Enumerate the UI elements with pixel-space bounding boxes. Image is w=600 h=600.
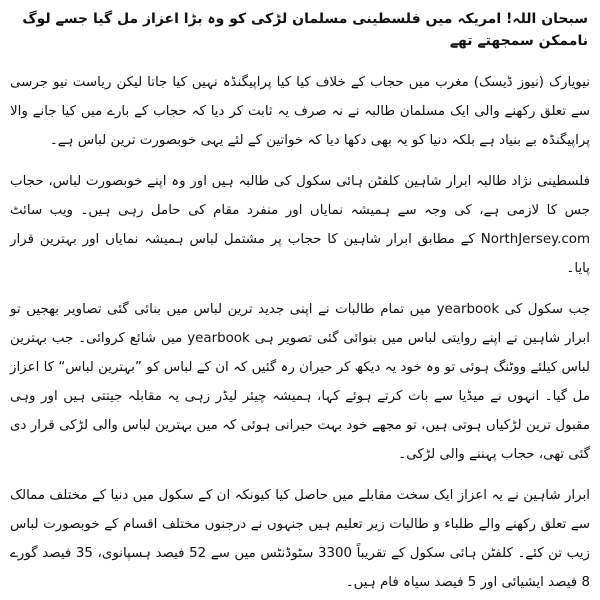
article-headline: سبحان اللہ! امریکہ میں فلسطینی مسلمان لڑکی کو وہ بڑا اعزاز مل گیا جسے لوگ ناممکن سمجھتے تھے [22,11,588,49]
article-paragraph: جب سکول کی yearbook میں تمام طالبات نے اپنی جدید ترین لباس میں بنائی گئی تصاویر بھجیں تو ابرار شاہین نے اپنے روایتی لباس میں بنوائی گئی تصویر ہی yearbook میں شائع کروائی۔ جب بہترین لباس کیلئے ووٹنگ ہوئی تو وہ خود یہ دیکھ کر حیران رہ گئیں کہ ان کے لباس کو ”بہترین لباس“ کا اعزاز مل گیا۔ انہوں نے میڈیا سے بات کرتے ہوئے کہا، ہمیشہ چیئر لیڈر زہی یہ مقابلہ جیتتی ہیں اور وہی مقبول ترین لڑکیاں ہوتی ہیں، تو مجھے خود بہت حیرانی ہوئی کہ میں بہترین لباس والی لڑکی قرار دی گئی تھی، حجاب پہننے والی لڑکی۔ [10,302,591,462]
article-paragraph: فلسطینی نژاد طالبہ ابرار شاہین کلفٹن ہائی سکول کی طالبہ ہیں اور وہ اپنے خوبصورت لباس، حجاب جس کا لازمی ہے، کی وجہ سے ہمیشہ نمایاں اور منفرد مقام کی حامل رہی ہیں۔ ویب سائٹ NorthJersey.com کے مطابق ابرار شاہین کا حجاب پر مشتمل لباس ہمیشہ نمایاں اور بہترین قرار پایا۔ [10,174,590,276]
article-paragraph: نیویارک (نیوز ڈیسک) مغرب میں حجاب کے خلاف کیا کیا پراپیگنڈہ نہیں کیا جاتا لیکن ریاست نیو جرسی سے تعلق رکھنے والی ایک مسلمان طالبہ نے نہ صرف یہ ثابت کر دیا کہ حجاب کے بارے میں کیا جانے والا پراپیگنڈہ بے بنیاد ہے بلکہ دنیا کو یہ بھی دکھا دیا کہ خواتین کے لئے یہی خوبصورت ترین لباس ہے۔ [10,75,590,148]
article-paragraph: ابرار شاہین نے یہ اعزاز ایک سخت مقابلے میں حاصل کیا کیونکہ ان کے سکول میں دنیا کے مختلف ممالک سے تعلق رکھنے والے طلباء و طالبات زیر تعلیم ہیں جنہوں نے درجنوں مختلف اقسام کے خوبصورت لباس زیب تن کئے۔ کلفٹن ہائی سکول کے تقریباً 3300 سٹوڈنٹس میں سے 52 فیصد ہسپانوی، 35 فیصد گورے 8 فیصد ایشیائی اور 5 فیصد سیاہ فام ہیں۔ [10,488,591,590]
